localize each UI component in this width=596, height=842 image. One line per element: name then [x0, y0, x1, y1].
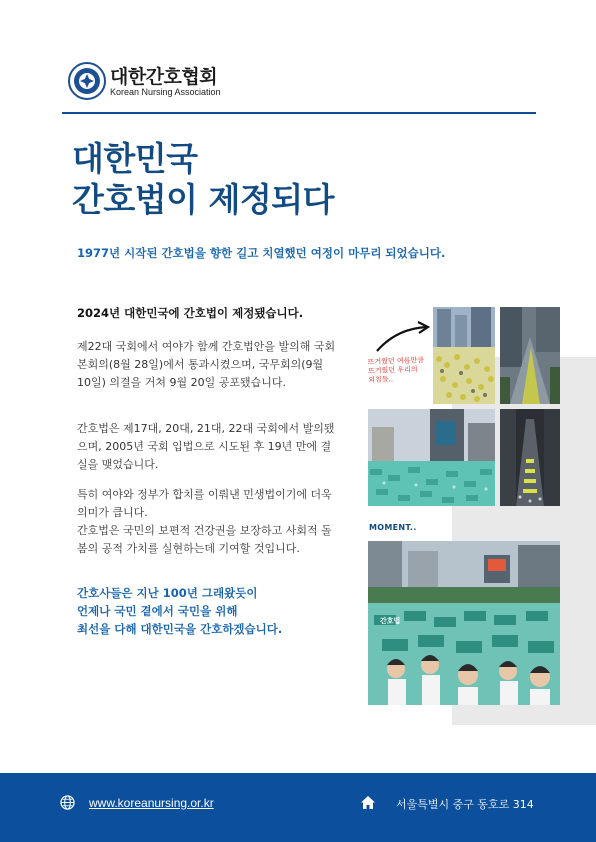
home-icon [360, 795, 376, 810]
arrow-icon [374, 321, 432, 355]
paragraph-3: 특히 여야와 정부가 합치를 이뤄낸 민생법이기에 더욱 의미가 큽니다. 간호법은 국민의 보편적 건강권을 보장하고 사회적 돌봄의 공적 가치를 실현하는데 기여할 것입니다. [77, 488, 332, 555]
address: 서울특별시 중구 동호로 314 [396, 798, 534, 811]
rally-photo-aerial-street [500, 307, 560, 404]
page-title-line-2: 간호법이 제정되다 [72, 180, 335, 219]
section-title: 2024년 대한민국에 간호법이 제정됐습니다. [77, 306, 304, 320]
handwritten-note: 뜨거웠던 여름만큼 뜨거웠던 우리의 외침들.. [367, 356, 425, 385]
page-title-line-1: 대한민국 [72, 139, 198, 178]
rally-photo-main [368, 541, 560, 705]
website-link[interactable]: www.koreanursing.or.kr [89, 796, 214, 810]
paragraph-2: 간호법은 제17대, 20대, 21대, 22대 국회에서 발의됐으며, 2005년 국회 입법으로 시도된 후 19년 만에 결실을 맺었습니다. [77, 422, 335, 471]
moment-label: MOMENT.. [369, 523, 417, 532]
paragraph-1: 제22대 국회에서 여야가 함께 간호법안을 발의해 국회 본회의(8월 28일)에서 통과시켰으며, 국무회의(9월 10일) 의결을 거쳐 9월 20일 공포됐습니다. [77, 340, 336, 389]
rally-photo-mint-crowd [368, 409, 495, 506]
header-divider [62, 112, 536, 114]
kna-emblem-icon [68, 62, 106, 100]
rally-photo-night-street [500, 409, 560, 506]
globe-icon [60, 795, 75, 810]
rally-photo-crowd [433, 307, 495, 404]
org-name-english: Korean Nursing Association [110, 87, 221, 97]
placard-text: 간호법 [380, 617, 401, 625]
subtitle: 1977년 시작된 간호법을 향한 길고 치열했던 여정이 마무리 되었습니다. [77, 246, 446, 260]
org-name: 대한간호협회 [110, 66, 218, 88]
closing-message: 간호사들은 지난 100년 그래왔듯이 언제나 국민 곁에서 국민을 위해 최선을 다해 대한민국을 간호하겠습니다. [77, 586, 283, 636]
